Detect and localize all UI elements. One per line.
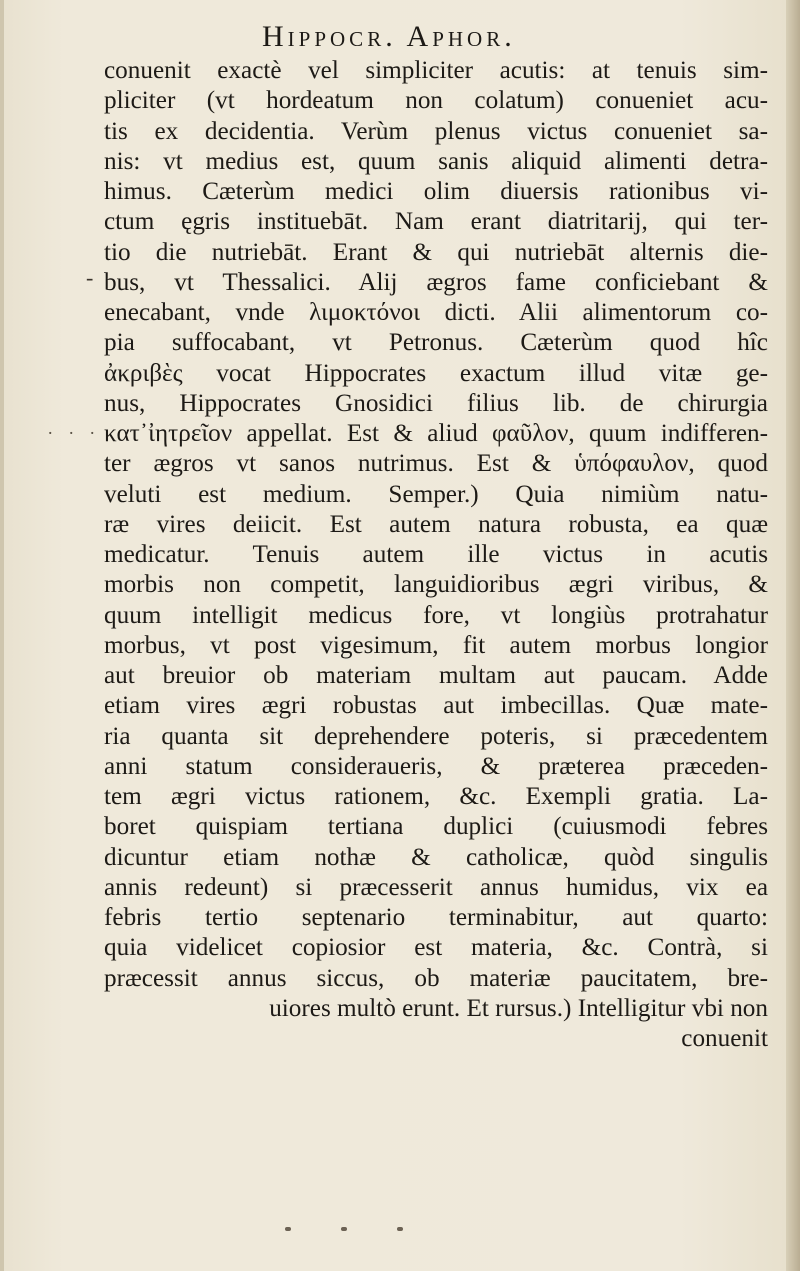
text-line: anni statum consideraueris, & præterea præceden-	[104, 752, 768, 780]
page-left-edge	[0, 0, 4, 1271]
book-spine-edge	[786, 0, 800, 1271]
text-line: ria quanta sit deprehendere poteris, si præcedentem	[104, 722, 768, 750]
text-line: ctum ęgris instituebāt. Nam erant diatritarij, qui ter-	[104, 208, 768, 236]
text-line: ἀκριβὲς vocat Hippocrates exactum illud vitæ ge-	[104, 359, 768, 387]
text-line: tem ægri victus rationem, &c. Exempli gratia. La-	[104, 783, 768, 810]
text-line: himus. Cæterùm medici olim diuersis rationibus vi-	[104, 178, 768, 205]
aphorism-commentary-text	[104, 56, 768, 1054]
print-specks	[285, 1218, 485, 1238]
text-line: κατ᾽ἰητρεῖον appellat. Est & aliud φαῦλον, quum indifferen-	[104, 420, 768, 447]
text-line: nis: vt medius est, quum sanis aliquid alimenti detra-	[104, 147, 768, 175]
text-line: enecabant, vnde λιμοκτόνοι dicti. Alii alimentorum co-	[104, 299, 768, 326]
text-line: febris tertio septenario terminabitur, aut quarto:	[104, 904, 768, 931]
text-line: bus, vt Thessalici. Alij ægros fame conficiebant &	[104, 268, 768, 296]
margin-mark: -	[86, 265, 94, 290]
text-line: quia videlicet copiosior est materia, &c. Contrà, si	[104, 934, 768, 962]
margin-dots: . . .	[48, 418, 101, 438]
text-line: morbus, vt post vigesimum, fit autem morbus longior	[104, 631, 768, 659]
text-line: præcessit annus siccus, ob materiæ paucitatem, bre-	[104, 964, 768, 992]
catchword: conuenit	[681, 1025, 768, 1052]
text-line: dicuntur etiam nothæ & catholicæ, quòd singulis	[104, 843, 768, 871]
page-header	[0, 18, 800, 58]
text-line: morbis non competit, languidioribus ægri viribus, &	[104, 571, 768, 599]
text-line: pia suffocabant, vt Petronus. Cæterùm quod hîc	[104, 329, 768, 357]
text-line: nus, Hippocrates Gnosidici filius lib. de chirurgia	[104, 389, 768, 417]
text-line: boret quispiam tertiana duplici (cuiusmodi febres	[104, 813, 768, 841]
text-line: aut breuior ob materiam multam aut paucam. Adde	[104, 662, 768, 689]
text-line: tio die nutriebāt. Erant & qui nutriebāt alternis die-	[104, 238, 768, 266]
text-line: ræ vires deiicit. Est autem natura robusta, ea quæ	[104, 510, 768, 538]
text-line: pliciter (vt hordeatum non colatum) conueniet acu-	[104, 87, 768, 115]
running-title: Hippocr. Aphor.	[262, 20, 516, 53]
text-line: veluti est medium. Semper.) Quia nimiùm natu-	[104, 480, 768, 508]
text-line: tis ex decidentia. Verùm plenus victus conueniet sa-	[104, 117, 768, 145]
text-line: medicatur. Tenuis autem ille victus in acutis	[104, 541, 768, 568]
text-line: conuenit exactè vel simpliciter acutis: at tenuis sim-	[104, 57, 768, 84]
text-line: uiores multò erunt. Et rursus.) Intelligitur vbi non	[269, 994, 768, 1022]
text-line: annis redeunt) si præcesserit annus humidus, vix ea	[104, 873, 768, 901]
text-line: etiam vires ægri robustas aut imbecillas. Quæ mate-	[104, 692, 768, 720]
text-line: ter ægros vt sanos nutrimus. Est & ὑπόφαυλον, quod	[104, 450, 768, 478]
text-line: quum intelligit medicus fore, vt longiùs protrahatur	[104, 601, 768, 629]
